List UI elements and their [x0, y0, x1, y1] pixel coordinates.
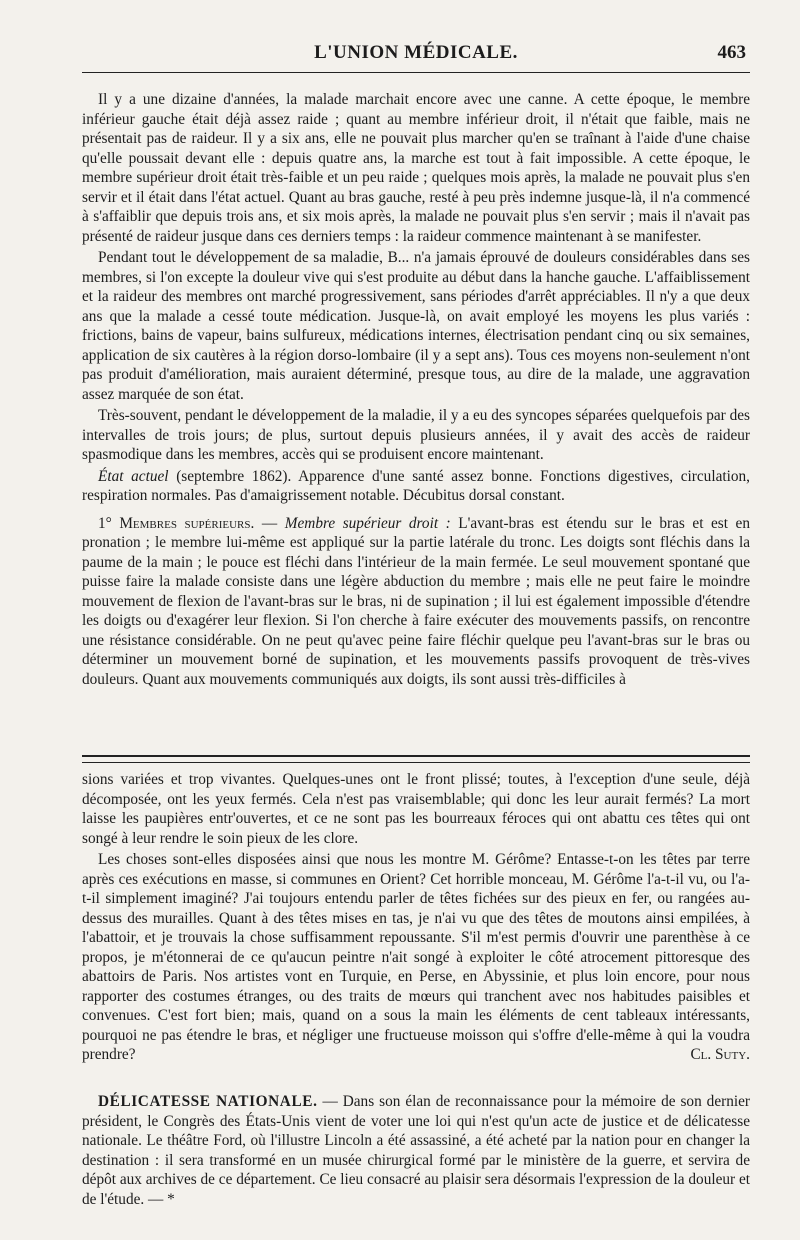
article-paragraph-membres	[82, 514, 750, 690]
feuilleton-paragraph	[82, 850, 750, 1065]
article-paragraph: Pendant tout le développement de sa maladie, B... n'a jamais éprouvé de douleurs considérables dans ses membres, si l'on excepte la douleur vive qui s'est produite au début dans la hanche gauche. L'affaiblissement et la raideur des membres ont marché progressivement, sans périodes d'arrêt appréciables. Il n'y a que deux ans que la malade a cessé toute médication. Jusque-là, on avait employé les moyens les plus variés : frictions, bains de vapeur, bains sulfureux, médications internes, électrisation pendant cinq ou six semaines, application de six cautères à la région dorso-lombaire (il y a sept ans). Tous ces moyens non-seulement n'ont pas produit d'amélioration, mais auraient déterminé, presque tous, au dire de la malade, une aggravation assez marquée de son état.	[82, 249, 750, 403]
journal-title: L'UNION MÉDICALE.	[314, 42, 518, 63]
etat-actuel-text: (septembre 1862). Apparence d'une santé assez bonne. Fonctions digestives, circulation, respiration normales. Pas d'amaigrissement notable. Décubitus dorsal constant.	[82, 467, 750, 504]
notice-text: — Dans son élan de reconnaissance pour la mémoire de son dernier président, le Congrès des États-Unis vient de voter une loi qui n'est qu'un acte de justice et de délicatesse nationale. Le théâtre Ford, où l'illustre Lincoln a été assassiné, a été acheté par la nation pour en changer la destination : il sera transformé en un musée chirurgical formé par le ministère de la guerre, et servira de dépôt aux archives de ce département. Ce lieu consacré au plaisir sera désormais l'expression de la douleur et de l'étude. — *	[82, 1093, 750, 1208]
notice-paragraph	[82, 1092, 750, 1209]
membres-superieurs-label: 1° Membres supérieurs. —	[98, 514, 285, 532]
article-body	[82, 90, 750, 689]
notice-body	[82, 1092, 750, 1209]
feuilleton-body	[82, 770, 750, 1065]
article-paragraph: Il y a une dizaine d'années, la malade marchait encore avec une canne. A cette époque, le membre inférieur gauche était déjà assez raide ; quant au membre inférieur droit, il n'était que faible, mais ne présentait pas de raideur. Il y a six ans, elle ne pouvait plus marcher qu'en se traînant à l'aide d'une chaise qu'elle poussait devant elle : depuis quatre ans, la marche est tout à fait impossible. A cette époque, le membre supérieur droit était très-faible et un peu raide ; quelques mois après, la malade ne pouvait plus s'en servir et il était dans l'état actuel. Quant au bras gauche, resté à peu près indemne jusque-là, il n'a commencé à s'affaiblir que depuis trois ans, et six mois après, la malade ne pouvait plus s'en servir ; mais il n'avait pas présenté de raideur jusque dans ces derniers temps : la raideur commence maintenant à se manifester.	[82, 91, 750, 245]
membres-text: L'avant-bras est étendu sur le bras et est en pronation ; le membre lui-même est appliqué sur la partie latérale du tronc. Les doigts sont fléchis dans la paume de la main ; le pouce est fléchi dans l'intérieur de la main fermée. Le seul mouvement spontané que puisse faire la malade consiste dans une légère abduction du membre ; mais elle ne peut faire le moindre mouvement de flexion de l'avant-bras sur le bras, ni de supination ; il lui est également impossible d'étendre les doigts ou d'exagérer leur flexion. Si l'on cherche à faire exécuter des mouvements passifs, on rencontre une résistance considérable. On ne peut qu'avec peine faire fléchir quelque peu l'avant-bras sur le bras ou déterminer un mouvement borné de supination, et les mouvements passifs provoquent de très-vives douleurs. Quant aux mouvements communiqués aux doigts, ils sont aussi très-difficiles à	[82, 514, 750, 688]
author-signature: Cl. Suty.	[690, 1046, 750, 1063]
membre-droit-label: Membre supérieur droit :	[284, 514, 451, 532]
feuilleton-text: Les choses sont-elles disposées ainsi que nous les montre M. Gérôme? Entasse-t-on les têtes par terre après ces exécutions en masse, si communes en Orient? Cet horrible monceau, M. Gérôme l'a-t-il vu, ou l'a-t-il simplement imaginé? J'ai toujours entendu parler de têtes fichées sur des pieux en fer, ou rangées au-dessus des murailles. Quant à des têtes mises en tas, je n'ai vu que des têtes de moutons ainsi empilées, à l'abattoir, et je trouvais la chose suffisamment repoussante. S'il m'est permis d'ouvrir une parenthèse à ce propos, je m'étonnerai de ce qu'aucun peintre n'ait songé à exploiter le côté atrocement pittoresque des abattoirs de Paris. Nos artistes vont en Turquie, en Perse, en Abyssinie, et plus loin encore, pour nous rapporter des costumes étranges, ou des traits de mœurs qui tranchent avec nos habitudes paisibles et convenues. C'est fort bien; mais, quand on a sous la main les éléments de cent tableaux intéressants, pourquoi ne pas étendre le bras, et négliger une fructueuse moisson qui s'offre d'elle-même à qui la voudra prendre?	[82, 851, 750, 1063]
notice-heading: DÉLICATESSE NATIONALE.	[98, 1093, 318, 1110]
page-number: 463	[717, 42, 746, 63]
article-paragraph: Très-souvent, pendant le développement de la maladie, il y a eu des syncopes séparées quelquefois par des intervalles de trois jours; de plus, surtout depuis plusieurs années, il y avait des accès de raideur spasmodique dans les membres, accès qui se produisent encore maintenant.	[82, 407, 750, 463]
feuilleton-paragraph: sions variées et trop vivantes. Quelques-unes ont le front plissé; toutes, à l'exception d'une seule, déjà décomposée, ont les yeux fermés. Cela n'est pas vraisemblable; qui donc les leur aurait fermés? La mort laisse les paupières entr'ouvertes, et ce ne sont pas les bourreaux féroces qui ont abattu ces têtes qui ont songé à leur rendre le soin pieux de les clore.	[82, 771, 750, 847]
etat-actuel-label: État actuel	[98, 467, 169, 485]
article-paragraph-etat-actuel	[82, 467, 750, 506]
header-rule	[82, 72, 750, 73]
page-header	[82, 38, 750, 66]
feuilleton-separator	[82, 755, 750, 763]
